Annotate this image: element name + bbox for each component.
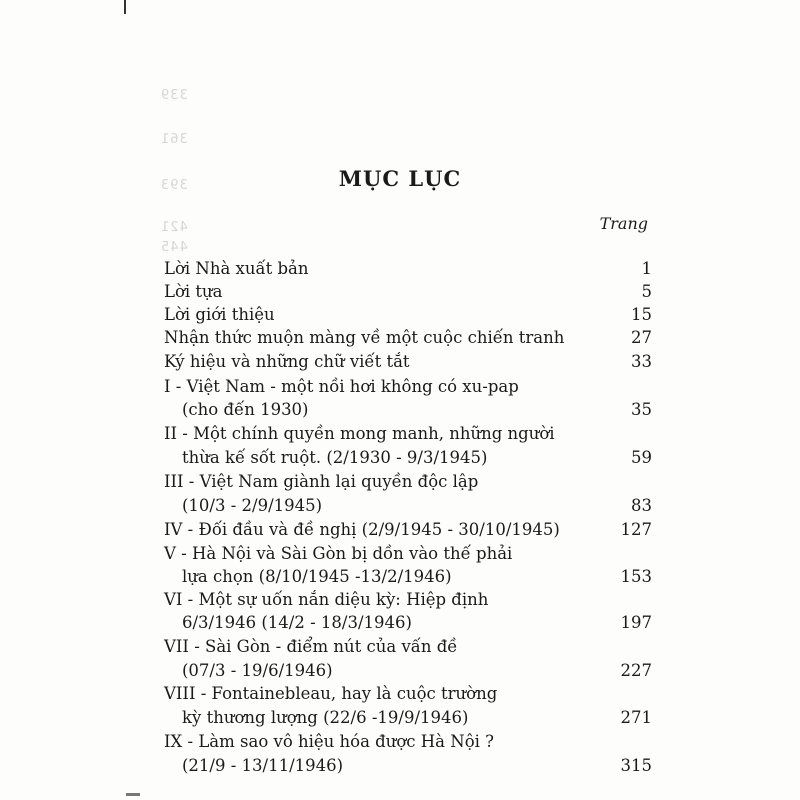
bleed-through-number: 361 [160,132,188,147]
toc-page-number: 83 [631,496,652,515]
toc-entry-text: V - Hà Nội và Sài Gòn bị dồn vào thế phải [164,544,513,563]
toc-line [164,589,652,611]
toc-entry-text: (10/3 - 2/9/1945) [182,496,323,515]
toc-line [164,636,652,658]
toc-line [164,423,652,445]
toc-page-number: 127 [620,520,652,539]
toc-page-number: 153 [620,567,652,586]
toc-entry-text: (21/9 - 13/11/1946) [182,756,344,775]
bleed-through-number: 339 [160,88,188,103]
toc-entry-text: Lời giới thiệu [164,305,275,324]
toc-entry-text: Lời tựa [164,282,223,301]
toc-line [164,731,652,753]
toc-entry-text: 6/3/1946 (14/2 - 18/3/1946) [182,613,412,632]
bleed-through-number: 445 [160,240,188,255]
toc-line [164,447,652,469]
toc-line [164,304,652,326]
toc-entry-text: IX - Làm sao vô hiệu hóa được Hà Nội ? [164,732,494,751]
toc-page-number: 197 [620,613,652,632]
toc-line [164,612,652,634]
page-mark [126,793,140,796]
page-title: MỤC LỤC [338,166,462,191]
toc-page-number: 271 [620,708,652,727]
toc-entry-text: (07/3 - 19/6/1946) [182,661,333,680]
bleed-through-number: 421 [160,220,188,235]
toc-entry-text: lựa chọn (8/10/1945 -13/2/1946) [182,567,452,586]
toc-line [164,707,652,729]
toc-page-number: 27 [631,328,652,347]
toc-line [164,281,652,303]
toc-line [164,399,652,421]
toc-entry-text: I - Việt Nam - một nồi hơi không có xu-pap [164,377,519,396]
toc-entry-text: VII - Sài Gòn - điểm nút của vấn đề [164,637,458,656]
toc-entry-text: VIII - Fontainebleau, hay là cuộc trường [164,684,498,703]
toc-line [164,327,652,349]
toc-line [164,471,652,493]
toc-line [164,258,652,280]
toc-entry-text: (cho đến 1930) [182,400,309,419]
toc-line [164,755,652,777]
toc-entry-text: Nhận thức muộn màng về một cuộc chiến tranh [164,328,565,347]
toc-line [164,683,652,705]
toc-line [164,351,652,373]
toc-line [164,495,652,517]
toc-page-number: 35 [631,400,652,419]
toc-entry-text: kỳ thương lượng (22/6 -19/9/1946) [182,708,469,727]
toc-line [164,543,652,565]
toc-entry-text: IV - Đối đầu và đề nghị (2/9/1945 - 30/10/1945) [164,520,560,539]
toc-line [164,660,652,682]
toc-page-number: 1 [641,259,652,278]
toc-page-number: 227 [620,661,652,680]
toc-entry-text: II - Một chính quyền mong manh, những người [164,424,555,443]
toc-line [164,519,652,541]
toc-entry-text: VI - Một sự uốn nắn diệu kỳ: Hiệp định [164,590,489,609]
toc-line [164,376,652,398]
toc-page-number: 15 [631,305,652,324]
bleed-through-number: 393 [160,178,188,193]
toc-page-number: 5 [641,282,652,301]
toc-page-number: 59 [631,448,652,467]
toc-page-number: 33 [631,352,652,371]
toc-line [164,566,652,588]
toc-page-number: 315 [620,756,652,775]
toc-entry-text: Ký hiệu và những chữ viết tắt [164,352,410,371]
toc-entry-text: III - Việt Nam giành lại quyền độc lập [164,472,479,491]
toc-entry-text: thừa kế sốt ruột. (2/1930 - 9/3/1945) [182,448,488,467]
toc-entry-text: Lời Nhà xuất bản [164,259,309,278]
page-column-header: Trang [599,214,648,233]
page-edge-mark [124,0,126,14]
